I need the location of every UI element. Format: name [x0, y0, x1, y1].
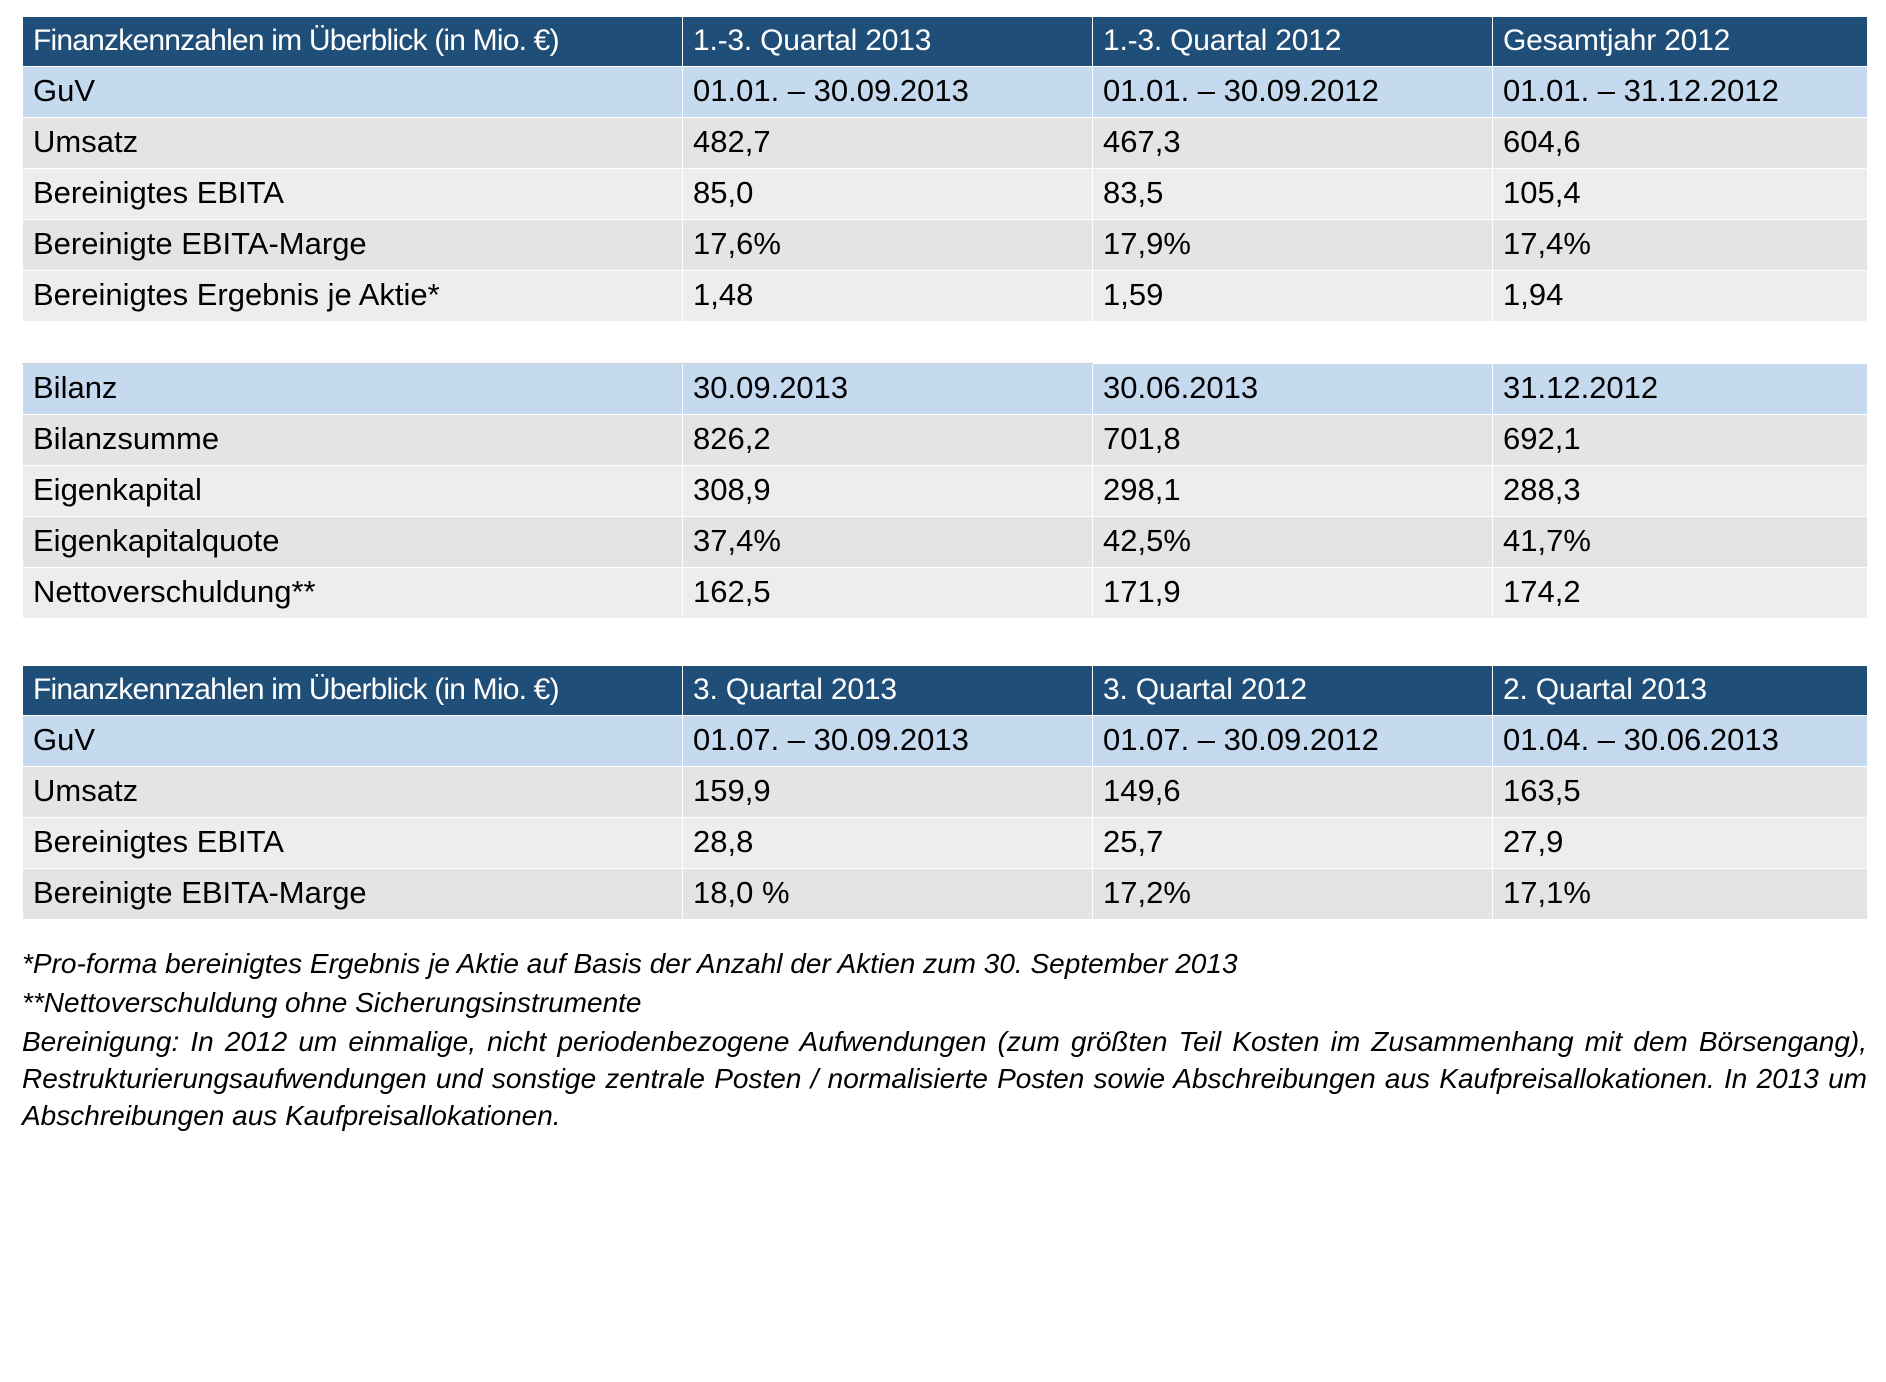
row-value-3: 41,7%	[1493, 517, 1868, 568]
row-value-2: 467,3	[1093, 118, 1493, 169]
row-value-1: 826,2	[683, 415, 1093, 466]
row-value-3: 01.04. – 30.06.2013	[1493, 716, 1868, 767]
column-header-3: Gesamtjahr 2012	[1493, 17, 1868, 67]
row-value-1: 17,6%	[683, 220, 1093, 271]
row-value-3: 1,94	[1493, 271, 1868, 322]
row-value-2: 83,5	[1093, 169, 1493, 220]
table-row	[23, 415, 1868, 466]
row-label: Umsatz	[23, 767, 683, 818]
financial-table-quarter	[22, 665, 1868, 920]
row-value-2: 42,5%	[1093, 517, 1493, 568]
section-row-guv	[23, 716, 1868, 767]
row-label: Eigenkapital	[23, 466, 683, 517]
row-value-1: 28,8	[683, 818, 1093, 869]
row-value-3: 01.01. – 31.12.2012	[1493, 67, 1868, 118]
table-row	[23, 869, 1868, 920]
table-title: Finanzkennzahlen im Überblick (in Mio. €)	[23, 17, 683, 67]
table-row	[23, 169, 1868, 220]
row-value-1: 30.09.2013	[683, 364, 1093, 415]
row-value-3: 174,2	[1493, 568, 1868, 619]
spacer-cell	[683, 322, 1093, 364]
row-label: Umsatz	[23, 118, 683, 169]
table-row	[23, 271, 1868, 322]
column-header-2: 1.-3. Quartal 2012	[1093, 17, 1493, 67]
footnote-2: **Nettoverschuldung ohne Sicherungsinstrumente	[22, 986, 642, 1018]
table-title: Finanzkennzahlen im Überblick (in Mio. €)	[23, 666, 683, 716]
row-label: GuV	[23, 67, 683, 118]
spacer-cell	[23, 322, 683, 364]
row-value-2: 17,9%	[1093, 220, 1493, 271]
row-value-1: 308,9	[683, 466, 1093, 517]
row-value-2: 171,9	[1093, 568, 1493, 619]
row-label: Bilanz	[23, 364, 683, 415]
row-label: Bilanzsumme	[23, 415, 683, 466]
table-row	[23, 517, 1868, 568]
footnotes	[22, 946, 1867, 1135]
column-header-2: 3. Quartal 2012	[1093, 666, 1493, 716]
row-value-1: 85,0	[683, 169, 1093, 220]
row-value-1: 482,7	[683, 118, 1093, 169]
table-header-row	[23, 666, 1868, 716]
spacer-cell	[1093, 322, 1493, 364]
row-value-1: 01.01. – 30.09.2013	[683, 67, 1093, 118]
table-spacer-row	[23, 322, 1868, 364]
row-value-3: 17,1%	[1493, 869, 1868, 920]
row-value-3: 17,4%	[1493, 220, 1868, 271]
table-row	[23, 118, 1868, 169]
row-value-3: 692,1	[1493, 415, 1868, 466]
row-value-1: 1,48	[683, 271, 1093, 322]
row-label: Bereinigtes Ergebnis je Aktie*	[23, 271, 683, 322]
section-row-bilanz	[23, 364, 1868, 415]
row-value-3: 604,6	[1493, 118, 1868, 169]
row-value-2: 149,6	[1093, 767, 1493, 818]
row-value-2: 25,7	[1093, 818, 1493, 869]
row-value-1: 18,0 %	[683, 869, 1093, 920]
table-row	[23, 466, 1868, 517]
table-row	[23, 818, 1868, 869]
row-label: Bereinigte EBITA-Marge	[23, 220, 683, 271]
row-value-2: 1,59	[1093, 271, 1493, 322]
row-value-3: 27,9	[1493, 818, 1868, 869]
table-row	[23, 220, 1868, 271]
row-label: GuV	[23, 716, 683, 767]
row-label: Eigenkapitalquote	[23, 517, 683, 568]
row-value-2: 30.06.2013	[1093, 364, 1493, 415]
column-header-3: 2. Quartal 2013	[1493, 666, 1868, 716]
row-value-3: 288,3	[1493, 466, 1868, 517]
row-value-1: 01.07. – 30.09.2013	[683, 716, 1093, 767]
table-row	[23, 568, 1868, 619]
row-value-3: 105,4	[1493, 169, 1868, 220]
row-value-2: 01.01. – 30.09.2012	[1093, 67, 1493, 118]
financial-table-ytd	[22, 16, 1868, 619]
row-label: Bereinigtes EBITA	[23, 169, 683, 220]
column-header-1: 3. Quartal 2013	[683, 666, 1093, 716]
row-value-2: 701,8	[1093, 415, 1493, 466]
row-value-1: 37,4%	[683, 517, 1093, 568]
row-label: Bereinigtes EBITA	[23, 818, 683, 869]
column-header-1: 1.-3. Quartal 2013	[683, 17, 1093, 67]
table-gap	[22, 619, 1864, 665]
row-value-3: 163,5	[1493, 767, 1868, 818]
section-row-guv	[23, 67, 1868, 118]
row-value-2: 298,1	[1093, 466, 1493, 517]
footnote-1: *Pro-forma bereinigtes Ergebnis je Aktie auf Basis der Anzahl der Aktien zum 30. September 2013	[22, 948, 1238, 979]
footnote-3: Bereinigung: In 2012 um einmalige, nicht periodenbezogene Aufwendungen (zum größten Teil Kosten im Zusammenhang mit dem Börsengang), Restrukturierungsaufwendungen und sonstige zentrale Posten / normalisierte Posten sowie Abschreibungen aus Kaufpreisallokationen. In 2013 um Abschreibungen aus Kaufpreisallokationen.	[22, 1025, 1867, 1131]
row-label: Nettoverschuldung**	[23, 568, 683, 619]
row-value-3: 31.12.2012	[1493, 364, 1868, 415]
row-label: Bereinigte EBITA-Marge	[23, 869, 683, 920]
table-row	[23, 767, 1868, 818]
row-value-1: 162,5	[683, 568, 1093, 619]
row-value-1: 159,9	[683, 767, 1093, 818]
table-header-row	[23, 17, 1868, 67]
row-value-2: 17,2%	[1093, 869, 1493, 920]
row-value-2: 01.07. – 30.09.2012	[1093, 716, 1493, 767]
spacer-cell	[1493, 322, 1868, 364]
